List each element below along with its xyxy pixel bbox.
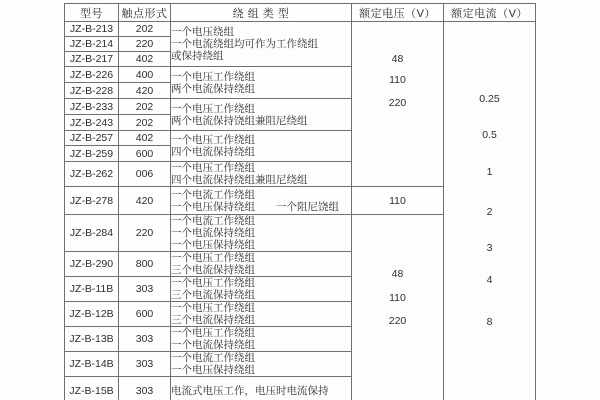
model-cell: JZ-B-243 bbox=[65, 115, 119, 131]
model-cell: JZ-B-259 bbox=[65, 146, 119, 162]
model-cell: JZ-B-11B bbox=[65, 277, 119, 302]
model-cell: JZ-B-213 bbox=[65, 22, 119, 37]
winding-cell bbox=[171, 22, 352, 67]
winding-line: 四个电流保持绕组 bbox=[171, 146, 255, 158]
contact-cell: 400 bbox=[119, 67, 171, 83]
winding-line: 一个电压绕组 bbox=[171, 26, 234, 38]
voltage-value: 220 bbox=[388, 97, 407, 109]
contact-cell: 800 bbox=[119, 252, 171, 277]
voltage-value: 48 bbox=[391, 53, 404, 65]
voltage-cell: 110 bbox=[352, 187, 444, 215]
header-winding-type: 绕 组 类 型 bbox=[171, 4, 352, 22]
contact-cell: 220 bbox=[119, 37, 171, 52]
contact-cell: 303 bbox=[119, 352, 171, 377]
header-contact-form: 触点形式 bbox=[119, 4, 171, 22]
winding-cell bbox=[171, 352, 352, 377]
winding-cell bbox=[171, 377, 352, 400]
contact-cell: 303 bbox=[119, 277, 171, 302]
contact-cell: 402 bbox=[119, 52, 171, 67]
winding-line: 或保持绕组 bbox=[171, 50, 224, 62]
current-value: 4 bbox=[486, 274, 493, 286]
winding-cell bbox=[171, 99, 352, 131]
model-cell: JZ-B-12B bbox=[65, 302, 119, 327]
current-value: 0.25 bbox=[479, 93, 500, 105]
model-cell: JZ-B-14B bbox=[65, 352, 119, 377]
model-cell: JZ-B-226 bbox=[65, 67, 119, 83]
voltage-value: 48 bbox=[391, 268, 404, 280]
voltage-value: 110 bbox=[389, 74, 406, 86]
winding-cell bbox=[171, 67, 352, 99]
winding-cell bbox=[171, 215, 352, 252]
contact-cell: 420 bbox=[119, 83, 171, 99]
model-cell: JZ-B-228 bbox=[65, 83, 119, 99]
voltage-cell bbox=[352, 22, 444, 187]
model-cell: JZ-B-257 bbox=[65, 131, 119, 146]
contact-cell: 202 bbox=[119, 99, 171, 115]
spec-table bbox=[64, 3, 536, 400]
winding-cell bbox=[171, 302, 352, 327]
winding-line: 一个电压工作绕组 bbox=[171, 70, 255, 83]
voltage-value: 220 bbox=[388, 315, 407, 327]
winding-line: 一个电流保持绕组 bbox=[171, 339, 255, 351]
winding-cell bbox=[171, 162, 352, 187]
winding-line: 一个电流绕组均可作为工作绕组 bbox=[171, 38, 318, 50]
model-cell: JZ-B-13B bbox=[65, 327, 119, 352]
contact-cell: 202 bbox=[119, 22, 171, 37]
voltage-value: 110 bbox=[389, 292, 406, 304]
winding-line: 一个电压工作绕组 bbox=[171, 162, 255, 174]
winding-line: 三个电流保持绕组 bbox=[171, 264, 255, 276]
winding-line: 一个电压保持绕组 bbox=[171, 364, 255, 376]
header-rated-voltage: 额定电压（V） bbox=[352, 4, 444, 22]
current-cell bbox=[444, 22, 536, 400]
winding-line: 一个电压保持绕组 一个阻尼饶组 bbox=[171, 200, 339, 213]
model-cell: JZ-B-217 bbox=[65, 52, 119, 67]
model-cell: JZ-B-262 bbox=[65, 162, 119, 187]
model-cell: JZ-B-233 bbox=[65, 99, 119, 115]
winding-line: 电流式电压工作，电压时电流保持 bbox=[171, 385, 329, 397]
current-value: 3 bbox=[486, 242, 493, 254]
header-row bbox=[65, 4, 536, 22]
winding-line: 一个电流工作绕组 bbox=[171, 188, 255, 201]
winding-line: 一个电压工作绕组 bbox=[171, 134, 255, 146]
contact-cell: 303 bbox=[119, 327, 171, 352]
winding-line: 两个电流保持绕组 bbox=[171, 82, 255, 95]
winding-line: 两个电流保持饶组兼阻尼绕组 bbox=[171, 114, 308, 127]
winding-line: 一个电压工作绕组 bbox=[171, 252, 255, 264]
winding-line: 三个电流保持绕组 bbox=[171, 289, 255, 301]
winding-cell bbox=[171, 131, 352, 162]
winding-line: 一个电流工作绕组 bbox=[171, 352, 255, 364]
contact-cell: 600 bbox=[119, 302, 171, 327]
voltage-cell bbox=[352, 215, 444, 400]
current-value: 0.5 bbox=[482, 129, 497, 141]
winding-line: 一个电流工作绕组 bbox=[171, 215, 255, 227]
winding-line: 一个电压工作绕组 bbox=[171, 277, 255, 289]
winding-line: 一个电压保持绕组 bbox=[171, 239, 255, 251]
contact-cell: 303 bbox=[119, 377, 171, 400]
winding-line: 一个电流保持绕组 bbox=[171, 227, 255, 239]
winding-line: 三个电流保持绕组 bbox=[171, 314, 255, 326]
model-cell: JZ-B-284 bbox=[65, 215, 119, 252]
winding-line: 一个电压工作绕组 bbox=[171, 302, 255, 314]
winding-cell bbox=[171, 252, 352, 277]
table-row bbox=[65, 22, 536, 37]
model-cell: JZ-B-290 bbox=[65, 252, 119, 277]
winding-cell bbox=[171, 277, 352, 302]
contact-cell: 600 bbox=[119, 146, 171, 162]
current-value: 1 bbox=[486, 166, 493, 178]
current-value: 8 bbox=[486, 316, 493, 328]
contact-cell: 202 bbox=[119, 115, 171, 131]
model-cell: JZ-B-278 bbox=[65, 187, 119, 215]
winding-cell bbox=[171, 327, 352, 352]
contact-cell: 420 bbox=[119, 187, 171, 215]
winding-line: 一个电压工作绕组 bbox=[171, 102, 255, 115]
contact-cell: 402 bbox=[119, 131, 171, 146]
model-cell: JZ-B-214 bbox=[65, 37, 119, 52]
winding-line: 四个电流保持绕组兼阻尼绕组 bbox=[171, 174, 308, 186]
contact-cell: 220 bbox=[119, 215, 171, 252]
header-model: 型号 bbox=[65, 4, 119, 22]
model-cell: JZ-B-15B bbox=[65, 377, 119, 400]
contact-cell: 006 bbox=[119, 162, 171, 187]
winding-line: 一个电压工作绕组 bbox=[171, 327, 255, 339]
header-rated-current: 额定电流（V） bbox=[444, 4, 536, 22]
winding-cell bbox=[171, 187, 352, 215]
current-value: 2 bbox=[486, 206, 493, 218]
